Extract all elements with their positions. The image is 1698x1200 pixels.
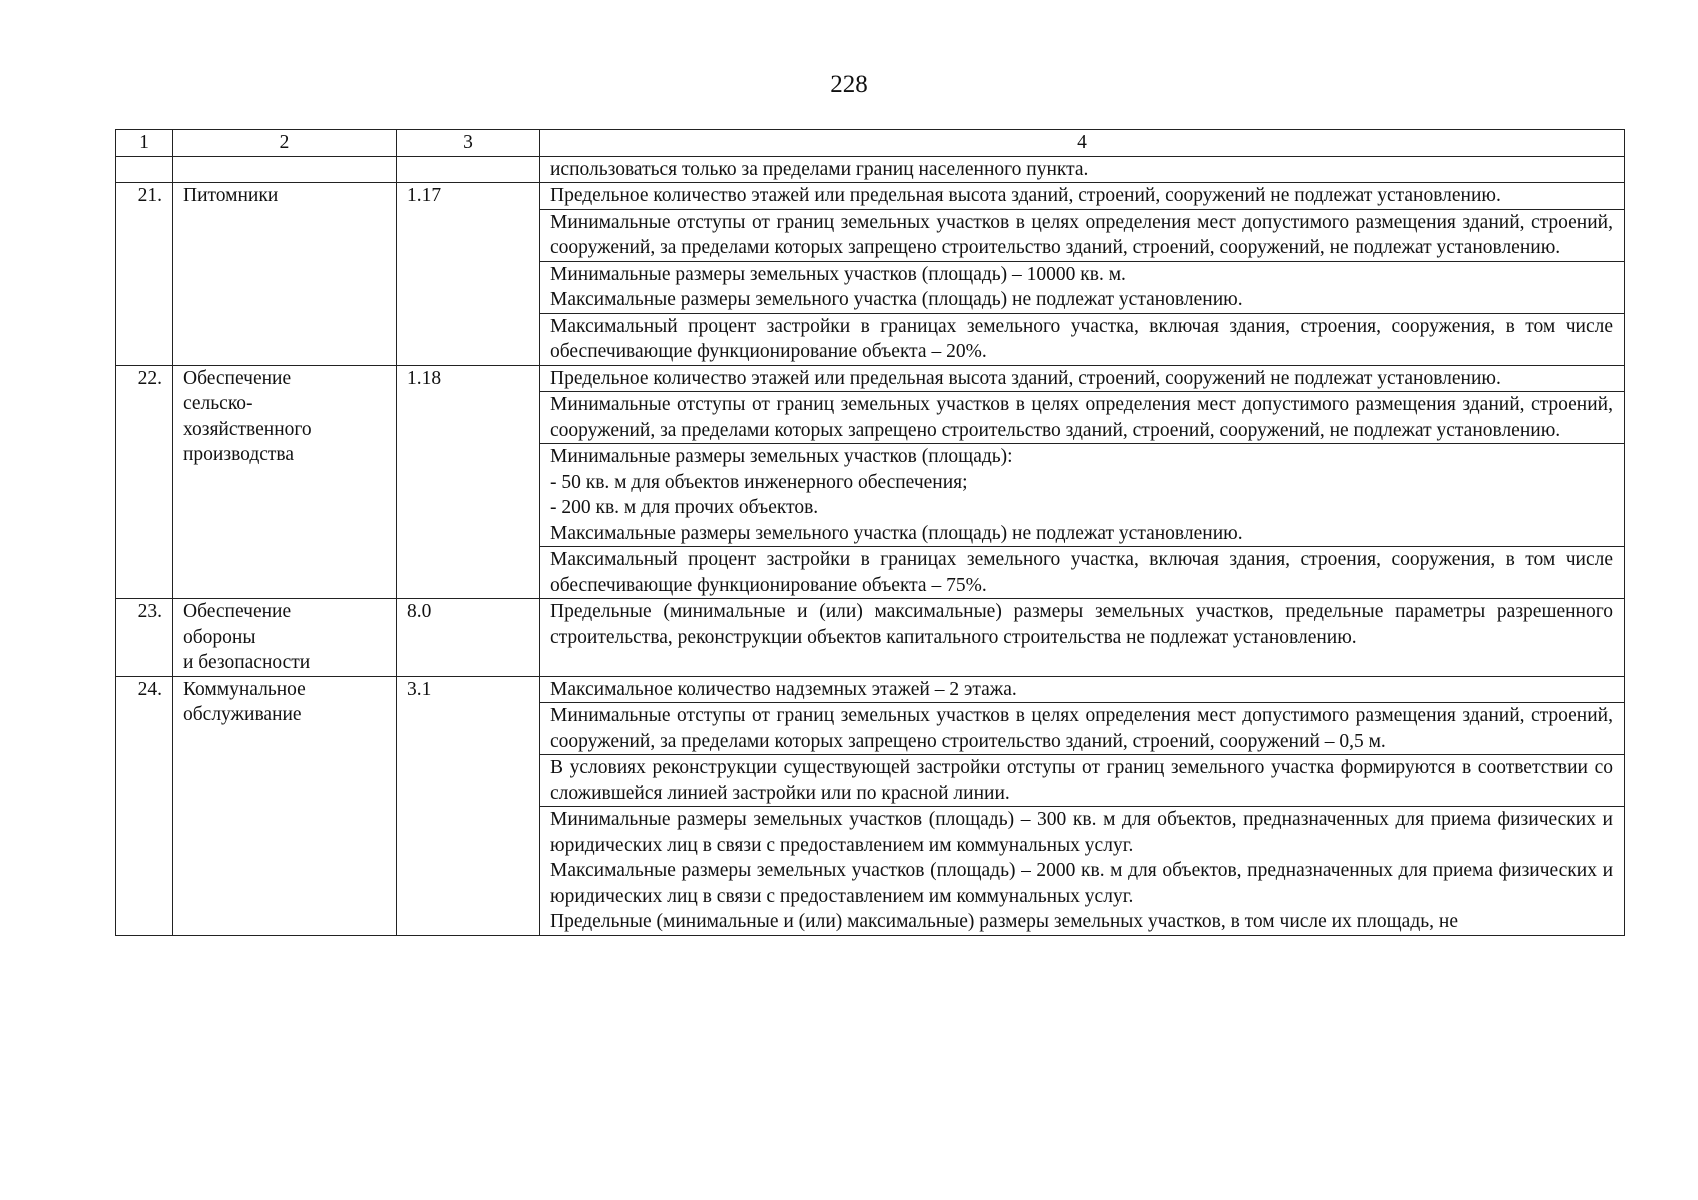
continuation-code-cell xyxy=(397,156,540,183)
parameter-text: Минимальные размеры земельных участков (площадь): xyxy=(550,446,1013,467)
header-row xyxy=(116,130,1625,157)
usage-name-line: производства xyxy=(183,444,295,465)
parameter-text: Минимальные отступы от границ земельных участков в целях определения мест допустимого размещения зданий, строений, сооружений, за пределами которых запрещено строительство зданий, строений, сооружений – 0,5 м. xyxy=(550,705,1613,752)
header-col-3: 3 xyxy=(397,130,540,157)
table-row xyxy=(116,183,1625,210)
continuation-row xyxy=(116,156,1625,183)
usage-name xyxy=(173,183,397,366)
parameter-text: Предельное количество этажей или предельная высота зданий, строений, сооружений не подлежат установлению. xyxy=(550,185,1501,206)
parameter-text: Минимальные отступы от границ земельных участков в целях определения мест допустимого размещения зданий, строений, сооружений, за пределами которых запрещено строительство зданий, строений, сооружений, не подлежат установлению. xyxy=(550,394,1613,441)
parameter-text: Минимальные размеры земельных участков (площадь) – 10000 кв. м. xyxy=(550,263,1126,285)
usage-code: 3.1 xyxy=(397,676,540,935)
header-col-4: 4 xyxy=(540,130,1625,157)
row-number: 23. xyxy=(116,599,173,677)
usage-code: 1.17 xyxy=(397,183,540,366)
regulations-table xyxy=(115,129,1625,936)
table-row xyxy=(116,365,1625,392)
row-number: 22. xyxy=(116,365,173,599)
usage-name xyxy=(173,365,397,599)
usage-name-line: обороны xyxy=(183,626,256,648)
parameter-text: Минимальные размеры земельных участков (площадь) – 300 кв. м для объектов, предназначенных для приема физических и юридических лиц в связи с предоставлением им коммунальных услуг. xyxy=(550,809,1613,856)
parameter-text: Максимальный процент застройки в границах земельного участка, включая здания, строения, сооружения, в том числе обеспечивающие функционирование объекта – 20%. xyxy=(550,315,1613,362)
header-col-1: 1 xyxy=(116,130,173,157)
usage-name-line: Обеспечение xyxy=(183,367,292,389)
parameter-text: - 200 кв. м для прочих объектов. xyxy=(550,497,819,518)
parameter-text: В условиях реконструкции существующей застройки отступы от границ земельного участка формируются в соответствии со сложившейся линией застройки или по красной линии. xyxy=(550,757,1613,804)
parameter-text: - 50 кв. м для объектов инженерного обеспечения; xyxy=(550,471,968,493)
parameter-text: Максимальные размеры земельного участка (площадь) не подлежат установлению. xyxy=(550,522,1243,544)
parameter-cell xyxy=(540,392,1625,444)
parameter-text: Максимальный процент застройки в границах земельного участка, включая здания, строения, сооружения, в том числе обеспечивающие функционирование объекта – 75%. xyxy=(550,549,1613,596)
parameter-text: Максимальное количество надземных этажей – 2 этажа. xyxy=(550,678,1017,700)
row-number: 24. xyxy=(116,676,173,935)
table-row xyxy=(116,676,1625,703)
parameter-text: Предельные (минимальные и (или) максимальные) размеры земельных участков, в том числе их площадь, не xyxy=(550,911,1458,932)
parameter-cell xyxy=(540,365,1625,392)
parameter-text: Максимальные размеры земельных участков (площадь) – 2000 кв. м для объектов, предназначенных для приема физических и юридических лиц в связи с предоставлением им коммунальных услуг. xyxy=(550,860,1613,907)
table-body xyxy=(116,130,1625,936)
parameter-text: Предельное количество этажей или предельная высота зданий, строений, сооружений не подлежат установлению. xyxy=(550,367,1501,389)
usage-code: 8.0 xyxy=(397,599,540,677)
header-col-2: 2 xyxy=(173,130,397,157)
row-number: 21. xyxy=(116,183,173,366)
usage-name-line: Питомники xyxy=(183,185,279,206)
parameter-cell xyxy=(540,807,1625,936)
continuation-num-cell xyxy=(116,156,173,183)
parameter-cell xyxy=(540,599,1625,677)
parameter-text: Максимальные размеры земельного участка (площадь) не подлежат установлению. xyxy=(550,289,1243,310)
continuation-name-cell xyxy=(173,156,397,183)
parameter-cell xyxy=(540,755,1625,807)
usage-name-line: сельско- xyxy=(183,393,253,414)
table-row xyxy=(116,599,1625,677)
parameter-text: Предельные (минимальные и (или) максимальные) размеры земельных участков, предельные параметры разрешенного строительства, реконструкции объектов капитального строительства не подлежат установлению. xyxy=(550,601,1613,648)
parameter-cell xyxy=(540,313,1625,365)
parameter-cell xyxy=(540,261,1625,313)
parameter-cell xyxy=(540,703,1625,755)
usage-name-line: Обеспечение xyxy=(183,601,292,622)
usage-name-line: хозяйственного xyxy=(183,418,312,440)
page-number: 228 xyxy=(830,71,868,98)
continuation-text: использоваться только за пределами границ населенного пункта. xyxy=(540,156,1625,183)
usage-name-line: и безопасности xyxy=(183,652,311,673)
usage-name xyxy=(173,676,397,935)
parameter-cell xyxy=(540,209,1625,261)
parameter-cell xyxy=(540,547,1625,599)
usage-name-line: Коммунальное xyxy=(183,678,306,700)
parameter-cell xyxy=(540,676,1625,703)
usage-name-line: обслуживание xyxy=(183,704,302,725)
usage-code: 1.18 xyxy=(397,365,540,599)
parameter-text: Минимальные отступы от границ земельных участков в целях определения мест допустимого размещения зданий, строений, сооружений, за пределами которых запрещено строительство зданий, строений, сооружений, не подлежат установлению. xyxy=(550,211,1613,258)
parameter-cell xyxy=(540,183,1625,210)
usage-name xyxy=(173,599,397,677)
parameter-cell xyxy=(540,444,1625,547)
